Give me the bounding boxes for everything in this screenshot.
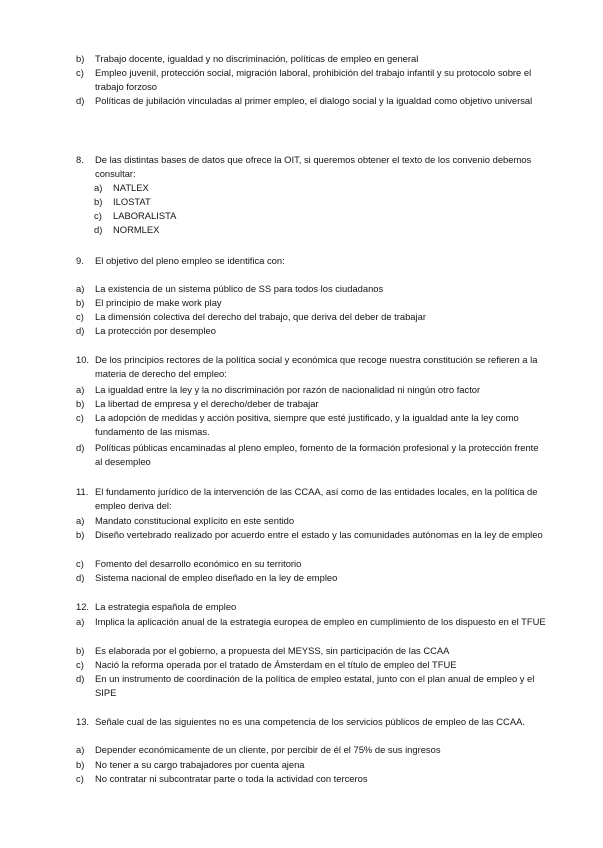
question-number: 13. — [76, 716, 90, 727]
option-label: b) — [76, 645, 85, 656]
option-label: c) — [76, 412, 84, 423]
question-10 — [76, 353, 546, 381]
option-label: c) — [76, 558, 84, 569]
option-label: b) — [76, 398, 85, 409]
q11-option-c — [76, 557, 546, 571]
option-text: La adopción de medidas y acción positiva, siempre que esté justificado, y la igualdad ante la ley como fundamento de las mismas. — [95, 412, 519, 437]
option-top-c — [76, 66, 546, 94]
question-9 — [76, 254, 546, 268]
option-text: La existencia de un sistema público de SS para todos los ciudadanos — [95, 283, 384, 294]
option-label: b) — [76, 529, 85, 540]
option-text: La libertad de empresa y el derecho/deber de trabajar — [95, 398, 319, 409]
option-label: a) — [76, 744, 85, 755]
option-text: Fomento del desarrollo económico en su territorio — [95, 558, 302, 569]
option-text: Nació la reforma operada por el tratado de Ámsterdam en el título de empleo del TFUE — [95, 659, 457, 670]
option-label: d) — [76, 325, 85, 336]
option-label: d) — [76, 95, 85, 106]
option-label: b) — [76, 759, 85, 770]
question-12 — [76, 600, 546, 614]
question-text: Señale cual de las siguientes no es una competencia de los servicios públicos de empleo de las CCAA. — [95, 716, 525, 727]
option-text: No contratar ni subcontratar parte o toda la actividad con terceros — [95, 773, 368, 784]
option-text: LABORALISTA — [113, 210, 177, 221]
option-label: a) — [76, 384, 85, 395]
q8-option-d — [94, 223, 234, 237]
question-number: 9. — [76, 255, 84, 266]
question-8 — [76, 153, 546, 181]
option-label: c) — [76, 311, 84, 322]
option-text: Diseño vertebrado realizado por acuerdo entre el estado y las comunidades autónomas en la ley de empleo — [95, 529, 543, 540]
q11-option-d — [76, 571, 546, 585]
question-text: De las distintas bases de datos que ofrece la OIT, si queremos obtener el texto de los convenio debemos consultar: — [95, 154, 532, 179]
option-text: Políticas de jubilación vinculadas al primer empleo, el dialogo social y la igualdad como objetivo universal — [95, 95, 533, 106]
option-label: c) — [76, 659, 84, 670]
question-number: 11. — [76, 486, 89, 497]
option-text: NATLEX — [113, 182, 149, 193]
q12-option-a — [76, 615, 546, 629]
option-top-d — [76, 94, 546, 108]
option-text: Políticas públicas encaminadas al pleno empleo, fomento de la formación profesional y la protección frente al desempleo — [95, 442, 539, 467]
q9-option-b — [76, 296, 546, 310]
option-label: a) — [76, 515, 85, 526]
question-text: De los principios rectores de la política social y económica que recoge nuestra constitución se refieren a la materia de derecho del empleo: — [95, 354, 538, 379]
q11-option-a — [76, 514, 546, 528]
q9-option-a — [76, 282, 546, 296]
q10-option-c — [76, 411, 546, 439]
option-label: b) — [76, 53, 85, 64]
option-text: NORMLEX — [113, 224, 160, 235]
q13-option-b — [76, 758, 546, 772]
option-label: d) — [76, 572, 85, 583]
option-text: Es elaborada por el gobierno, a propuesta del MEYSS, sin participación de las CCAA — [95, 645, 450, 656]
option-label: c) — [76, 773, 84, 784]
option-label: d) — [76, 673, 85, 684]
option-label: c) — [94, 210, 102, 221]
option-label: a) — [76, 616, 85, 627]
question-text: El fundamento jurídico de la intervención de las CCAA, así como de las entidades locales, en la política de empleo deriva del: — [95, 486, 538, 511]
option-text: No tener a su cargo trabajadores por cuenta ajena — [95, 759, 305, 770]
option-text: Depender económicamente de un cliente, por percibir de él el 75% de sus ingresos — [95, 744, 441, 755]
q13-option-a — [76, 743, 546, 757]
q10-option-b — [76, 397, 546, 411]
option-label: d) — [94, 224, 103, 235]
q9-option-d — [76, 324, 546, 338]
question-text: La estrategia española de empleo — [95, 601, 237, 612]
option-text: Trabajo docente, igualdad y no discriminación, políticas de empleo en general — [95, 53, 419, 64]
q9-option-c — [76, 310, 546, 324]
q13-option-c — [76, 772, 546, 786]
option-label: b) — [76, 297, 85, 308]
q12-option-b — [76, 644, 546, 658]
q12-option-c — [76, 658, 546, 672]
option-text: La protección por desempleo — [95, 325, 216, 336]
q11-option-b — [76, 528, 546, 542]
option-text: La igualdad entre la ley y la no discriminación por razón de nacionalidad ni ningún otro factor — [95, 384, 481, 395]
option-text: ILOSTAT — [113, 196, 151, 207]
q10-option-d — [76, 441, 546, 469]
question-13 — [76, 715, 546, 729]
option-top-b — [76, 52, 546, 66]
q8-option-b — [94, 195, 234, 209]
option-text: En un instrumento de coordinación de la política de empleo estatal, junto con el plan anual de empleo y el SIPE — [95, 673, 535, 698]
option-text: Implica la aplicación anual de la estrategia europea de empleo en cumplimiento de los dispuesto en el TFUE — [95, 616, 546, 627]
q8-option-c — [94, 209, 234, 223]
option-text: El principio de make work play — [95, 297, 222, 308]
option-label: d) — [76, 442, 85, 453]
option-text: Sistema nacional de empleo diseñado en la ley de empleo — [95, 572, 338, 583]
option-text: La dimensión colectiva del derecho del trabajo, que deriva del deber de trabajar — [95, 311, 426, 322]
option-label: a) — [94, 182, 103, 193]
question-number: 8. — [76, 154, 84, 165]
q12-option-d — [76, 672, 546, 700]
question-text: El objetivo del pleno empleo se identifica con: — [95, 255, 285, 266]
q10-option-a — [76, 383, 546, 397]
option-text: Mandato constitucional explícito en este sentido — [95, 515, 295, 526]
option-text: Empleo juvenil, protección social, migración laboral, prohibición del trabajo infantil y su protocolo sobre el trabajo forzoso — [95, 67, 532, 92]
q8-option-a — [94, 181, 234, 195]
question-11 — [76, 485, 546, 513]
question-number: 10. — [76, 354, 90, 365]
option-label: c) — [76, 67, 84, 78]
option-label: b) — [94, 196, 103, 207]
question-number: 12. — [76, 601, 90, 612]
option-label: a) — [76, 283, 85, 294]
